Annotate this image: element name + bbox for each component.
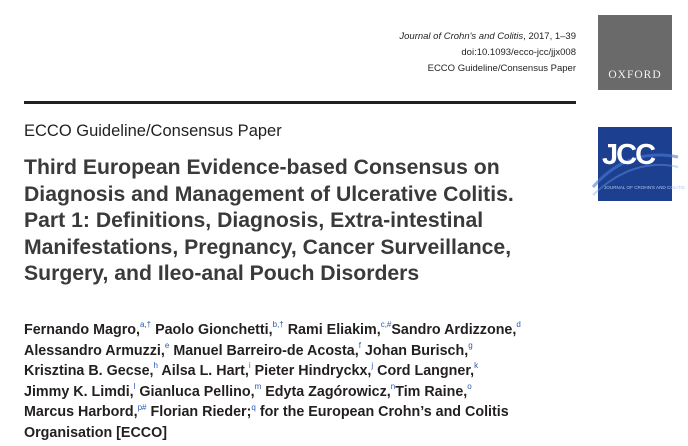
- author-name: Sandro Ardizzone,: [391, 322, 517, 338]
- journal-year-pages: , 2017, 1–39: [523, 31, 576, 42]
- author-name: Johan Burisch,: [360, 342, 469, 359]
- author-name: Ailsa L. Hart,: [157, 363, 249, 380]
- article-title: [24, 155, 594, 288]
- affiliation-link[interactable]: a,†: [139, 320, 152, 330]
- journal-doi[interactable]: doi:10.1093/ecco-jcc/jjx008: [461, 47, 576, 58]
- title-line: Part 1: Definitions, Diagnosis, Extra-intestinal: [24, 209, 484, 233]
- affiliation-link[interactable]: e: [164, 340, 170, 350]
- author-name: Jimmy K. Limdi,: [24, 383, 134, 400]
- title-line: Manifestations, Pregnancy, Cancer Surveillance,: [24, 235, 512, 259]
- author-line: [24, 320, 594, 341]
- jcc-logo: [598, 127, 685, 201]
- affiliation-link[interactable]: h: [153, 361, 158, 371]
- author-name: Pieter Hindryckx,: [250, 363, 372, 380]
- jcc-logo-text: JCC: [602, 139, 655, 171]
- author-name: Edyta Zagórowicz,: [261, 383, 391, 400]
- title-line: Diagnosis and Management of Ulcerative Colitis.: [24, 182, 514, 206]
- author-name: Manuel Barreiro-de Acosta,: [169, 342, 359, 359]
- author-name: Organisation [ECCO]: [24, 424, 167, 441]
- author-name: Tim Raine,: [395, 383, 468, 400]
- oxford-logo-text: OXFORD: [608, 69, 662, 81]
- author-name: Marcus Harbord,: [24, 404, 138, 421]
- affiliation-link[interactable]: d: [516, 320, 521, 330]
- jcc-logo-subtitle: JOURNAL OF CROHN'S AND COLITIS: [604, 185, 685, 190]
- author-line: [24, 423, 594, 444]
- author-line: [24, 402, 594, 423]
- affiliation-link[interactable]: c,#: [380, 320, 392, 330]
- title-line: Third European Evidence-based Consensus on: [24, 156, 500, 179]
- affiliation-link[interactable]: n: [390, 382, 396, 392]
- author-name: Rami Eliakim,: [283, 322, 381, 338]
- author-line: [24, 361, 594, 382]
- author-name: Alessandro Armuzzi,: [24, 342, 165, 359]
- affiliation-link[interactable]: g: [468, 340, 473, 350]
- affiliation-link[interactable]: p#: [137, 402, 147, 412]
- affiliation-link[interactable]: o: [467, 382, 472, 392]
- journal-article-type: ECCO Guideline/Consensus Paper: [427, 63, 576, 74]
- journal-header-info: [399, 29, 576, 77]
- author-name: Paolo Gionchetti,: [151, 322, 273, 338]
- affiliation-link[interactable]: b,†: [272, 320, 284, 330]
- affiliation-link[interactable]: k: [474, 361, 479, 371]
- affiliation-link[interactable]: i: [248, 361, 251, 371]
- affiliation-link[interactable]: j: [371, 361, 374, 371]
- author-name: Cord Langner,: [373, 363, 475, 380]
- affiliation-link[interactable]: m: [254, 382, 262, 392]
- author-list: [24, 320, 594, 444]
- author-name: Florian Rieder;: [146, 404, 252, 421]
- author-name: Gianluca Pellino,: [135, 383, 255, 400]
- affiliation-link[interactable]: l: [133, 382, 136, 392]
- journal-citation: [399, 29, 576, 45]
- journal-name: Journal of Crohn's and Colitis: [399, 31, 524, 42]
- author-name: Krisztina B. Gecse,: [24, 363, 154, 380]
- author-line: [24, 382, 594, 403]
- author-line: [24, 341, 594, 362]
- title-line: Surgery, and Ileo-anal Pouch Disorders: [24, 262, 420, 286]
- author-name: Fernando Magro,: [24, 322, 140, 338]
- author-name: for the European Crohn’s and Colitis: [255, 404, 509, 421]
- affiliation-link[interactable]: f: [358, 340, 361, 350]
- oxford-logo: [598, 15, 672, 90]
- header-divider: [24, 101, 576, 104]
- affiliation-link[interactable]: q: [251, 402, 256, 412]
- article-category: ECCO Guideline/Consensus Paper: [24, 122, 282, 140]
